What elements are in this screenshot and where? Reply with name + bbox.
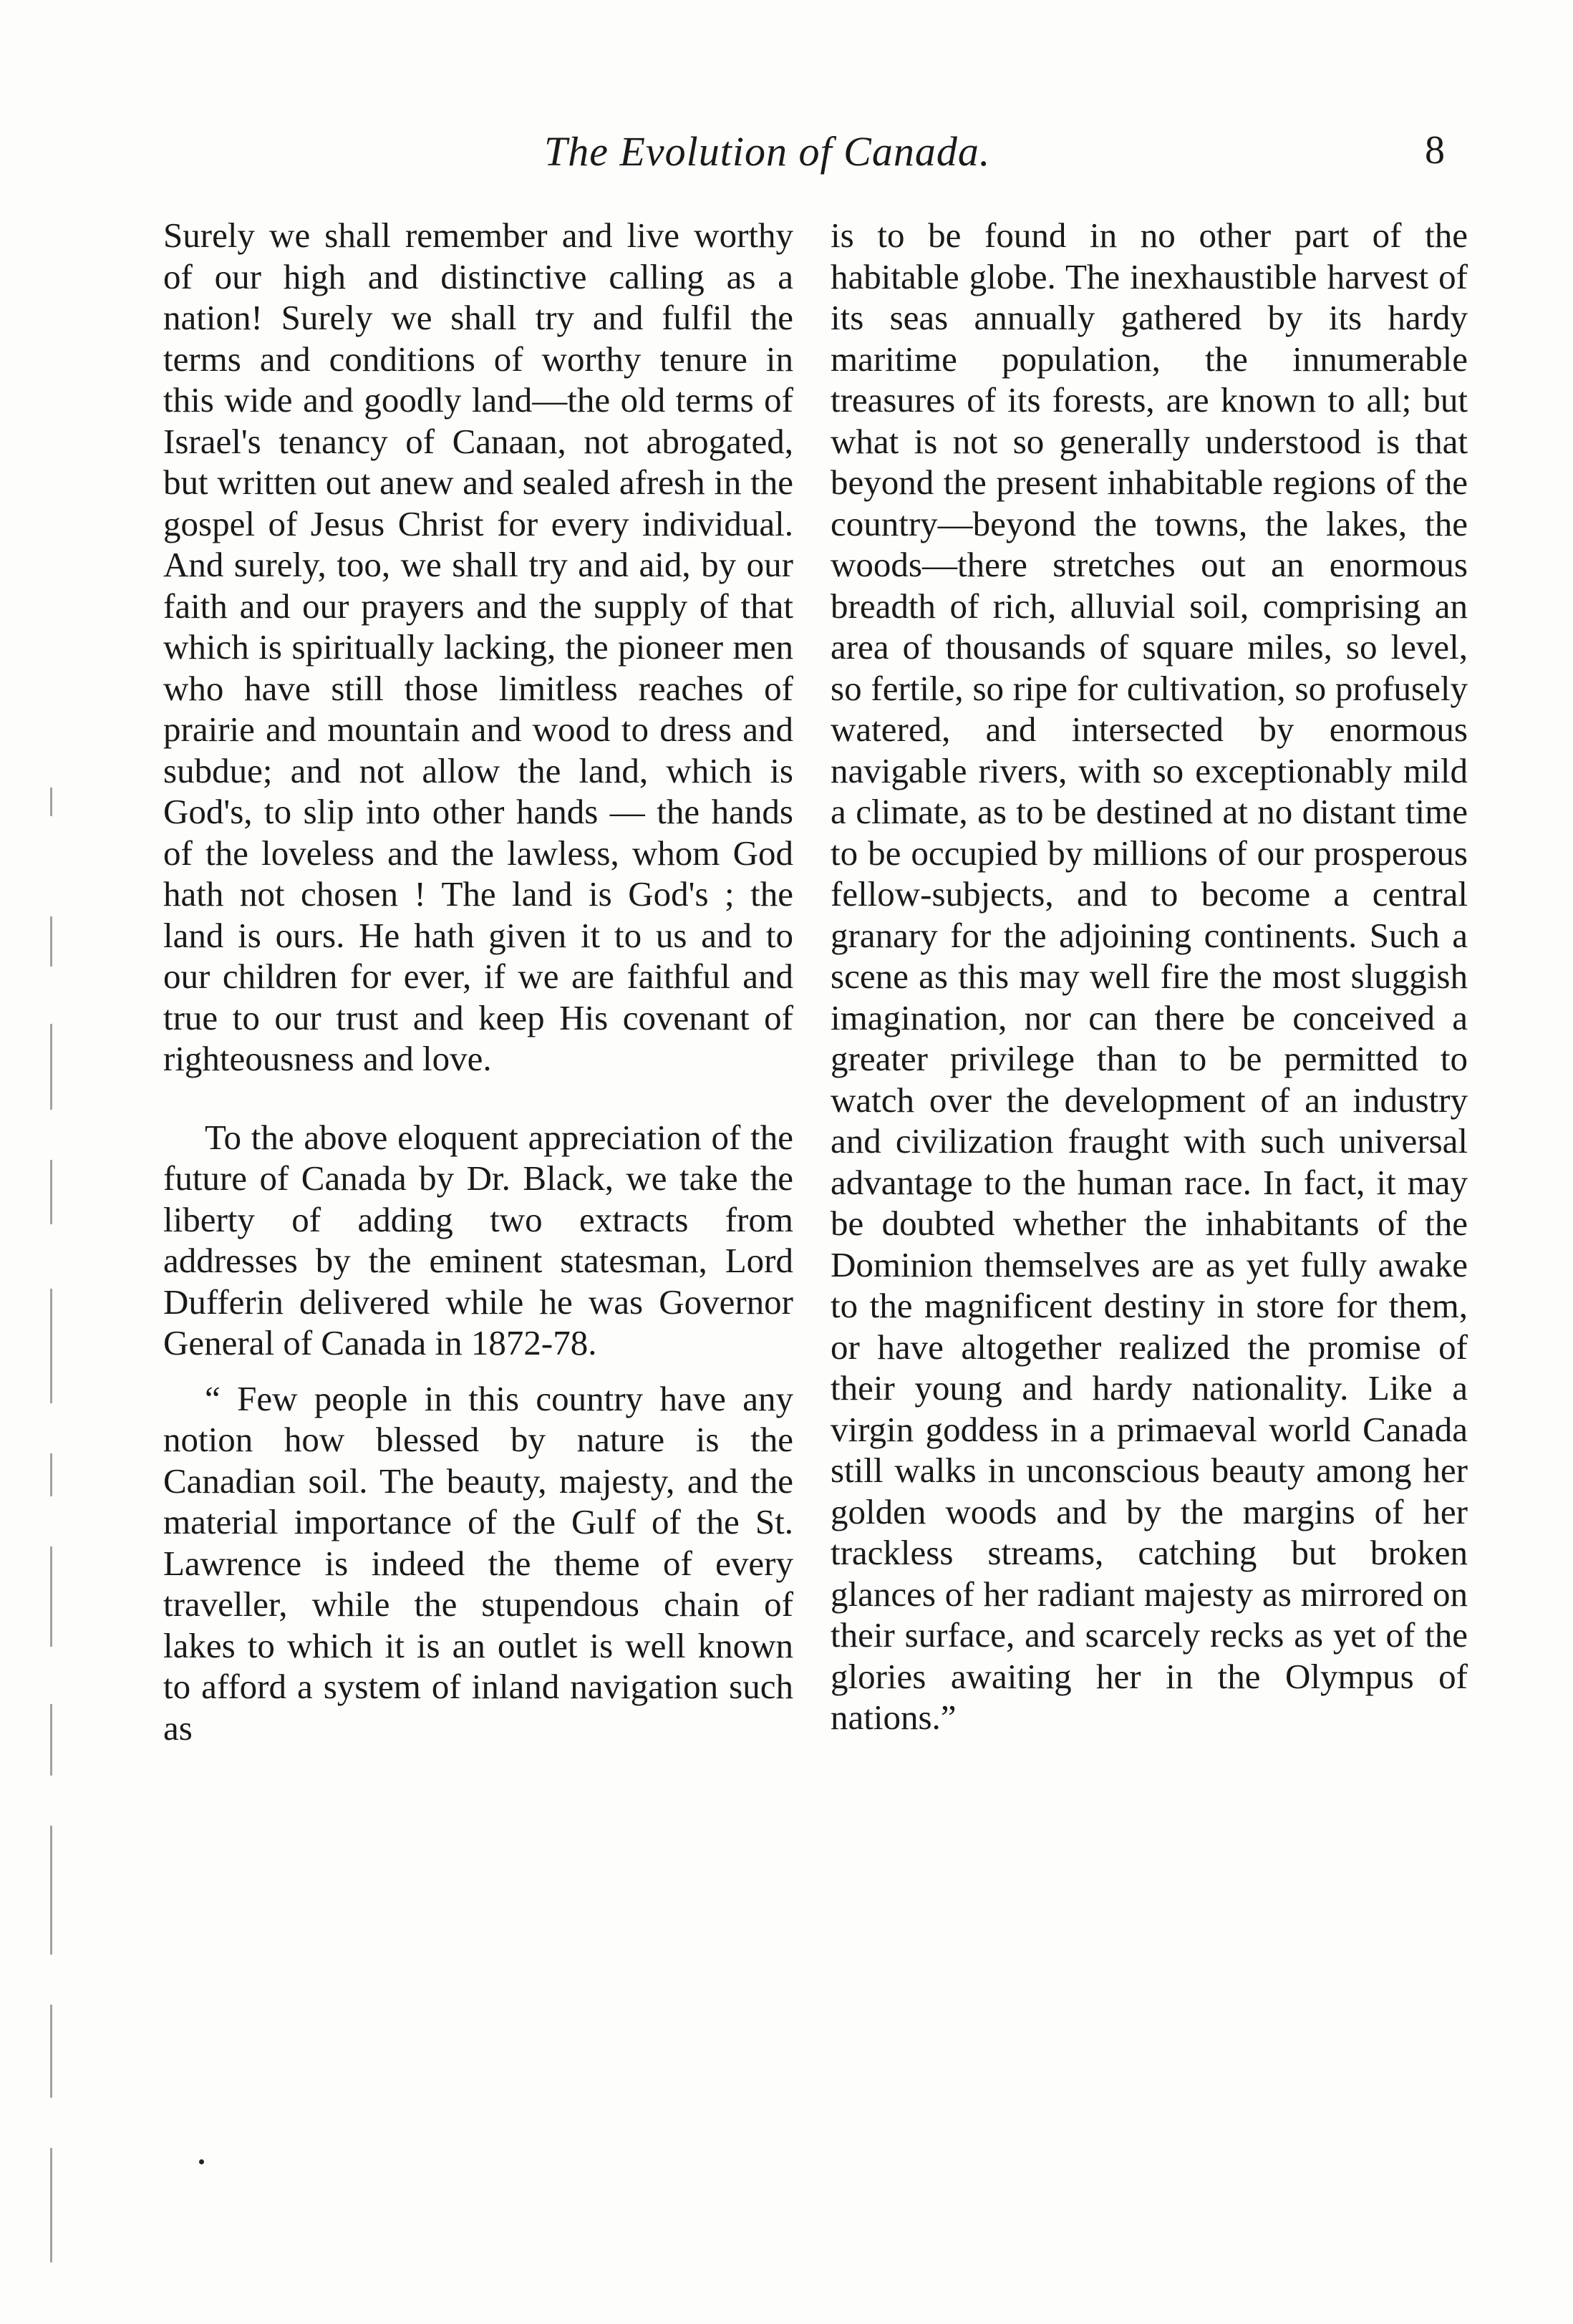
paragraph-editorial-note: To the above eloquent appreciation of the future of Canada by Dr. Black, we take the liberty of adding two extracts from addresses by the eminent statesman, Lord Dufferin delivered while he was Governor General of Canada in 1872-78. — [163, 1117, 793, 1362]
ink-speck — [199, 2159, 204, 2164]
paragraph-dr-black-quote-end: Surely we shall remember and live worthy of our high and distinctive calling as a nation! Surely we shall try and fulfil the terms and conditions of worthy tenure in this wide and goodly land—the old terms of Israel's tenancy of Canaan, not abrogated, but written out anew and sealed afresh in the gospel of Jesus Christ for every individual. And surely, too, we shall try and aid, by our faith and our prayers and the supply of that which is spiritually lacking, the pioneer men who have still those limitless reaches of prairie and mountain and wood to dress and subdue; and not allow the land, which is God's, to slip into other hands — the hands of the loveless and the lawless, whom God hath not chosen ! The land is God's ; the land is ours. He hath given it to us and to our children for ever, if we are faithful and true to our trust and keep His covenant of righteousness and love. — [163, 216, 793, 1078]
paragraph-dufferin-quote-continued: is to be found in no other part of the habitable globe. The inexhaustible harvest of its seas annually gathered by its hardy maritime population, the innumerable treasures of its forests, are known to all; but what is not so generally understood is that beyond the present inhabitable regions of the country—beyond the towns, the lakes, the woods—there stretches out an enormous breadth of rich, alluvial soil, comprising an area of thousands of square miles, so level, so fertile, so ripe for cultivation, so profusely watered, and intersected by enormous navigable rivers, with so exceptionably mild a climate, as to be destined at no distant time to be occupied by millions of our prosperous fellow-subjects, and to become a central granary for the adjoining continents. Such a scene as this may well fire the most sluggish imagination, nor can there be conceived a greater privilege than to be permitted to watch over the development of an industry and civilization fraught with such universal advantage to the human race. In fact, it may be doubted whether the inhabitants of the Dominion themselves are as yet fully awake to the magnificent destiny in store for them, or have altogether realized the promise of their young and hardy nationality. Like a virgin goddess in a primaeval world Canada still walks in unconscious beauty among her golden woods and by the margins of her trackless streams, catching but broken glances of her radiant majesty as mirrored on their surface, and scarcely recks as yet of the glories awaiting her in the Olympus of nations.” — [831, 216, 1468, 1737]
paragraph-dufferin-quote-start: “ Few people in this country have any notion how blessed by nature is the Canadian soil. The beauty, majesty, and the material importance of the Gulf of the St. Lawrence is indeed the theme of every traveller, while the stupendous chain of lakes to which it is an outlet is well known to afford a system of inland navigation such as — [163, 1378, 793, 1748]
scan-margin-specks — [43, 788, 64, 2291]
page-number: 8 — [1425, 128, 1445, 173]
right-column — [831, 215, 1468, 1738]
running-title: The Evolution of Canada. — [544, 128, 991, 175]
left-column — [163, 215, 793, 1748]
